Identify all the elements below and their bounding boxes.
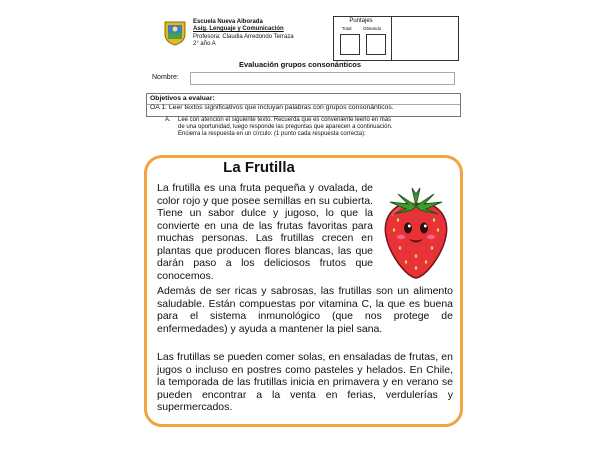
scores-title: Puntajes — [349, 18, 373, 24]
strawberry-illustration — [378, 182, 454, 280]
school-info — [193, 19, 294, 49]
objectives-text: OA 1: Leer textos significativos que incluyan palabras con grupos consonánticos. — [150, 104, 394, 111]
obtained-score-box[interactable] — [366, 34, 386, 55]
instruction-line-2: de una oportunidad, luego responde las preguntas que aparecen a continuación. — [178, 124, 393, 130]
school-name: Escuela Nueva Alborada — [193, 19, 263, 25]
obtained-label: Obtenido — [363, 26, 382, 31]
total-score-box[interactable] — [340, 34, 360, 55]
reading-title: La Frutilla — [223, 159, 295, 176]
objectives-heading: Objetivos a evaluar: — [150, 95, 215, 102]
scores-table — [333, 16, 459, 61]
reading-paragraph-3: Las frutillas se pueden comer solas, en ensaladas de frutas, en jugos o incluso en postres como pasteles y helados. En Chile, la temporada de las frutillas inicia en primavera y en verano se pueden encontrar a la venta en ferias, verdulerías y supermercados. — [157, 351, 453, 413]
evaluation-title: Evaluación grupos consonánticos — [238, 60, 362, 69]
grade-label: 2° año A — [193, 41, 216, 48]
scores-divider — [391, 17, 392, 60]
instruction-letter: A. — [165, 117, 171, 123]
objectives-box — [146, 93, 461, 117]
school-shield-icon — [163, 20, 187, 46]
total-label: Total — [342, 26, 352, 31]
name-label: Nombre: — [152, 74, 179, 81]
name-field[interactable] — [190, 72, 455, 85]
instruction-line-3: Encierra la respuesta en un círculo: (1 punto cada respuesta correcta): — [178, 131, 366, 137]
instruction-line-1: Lee con atención el siguiente texto. Recuerda que es conveniente leerlo en más — [178, 117, 392, 123]
subject-label: Asig. Lenguaje y Comunicación — [193, 26, 284, 33]
instructions — [165, 117, 470, 138]
teacher-label: Profesora: Claudia Arredondo Terraza — [193, 33, 294, 40]
reading-paragraph-1: La frutilla es una fruta pequeña y ovalada, de color rojo y que posee semillas en su cubierta. Tiene un sabor dulce y jugoso, lo que la convierte en una de las frutas favoritas para muchas personas. Las frutillas crecen en plantas que producen flores blancas, las que darán paso a los deliciosos frutos que conocemos. — [157, 182, 373, 282]
reading-paragraph-2: Además de ser ricas y sabrosas, las frutillas son un alimento saludable. Están compuestas por vitamina C, la que es buena para el sistema inmunológico (que nos protege de enfermedades) y ayuda a mantener la piel sana. — [157, 285, 453, 335]
